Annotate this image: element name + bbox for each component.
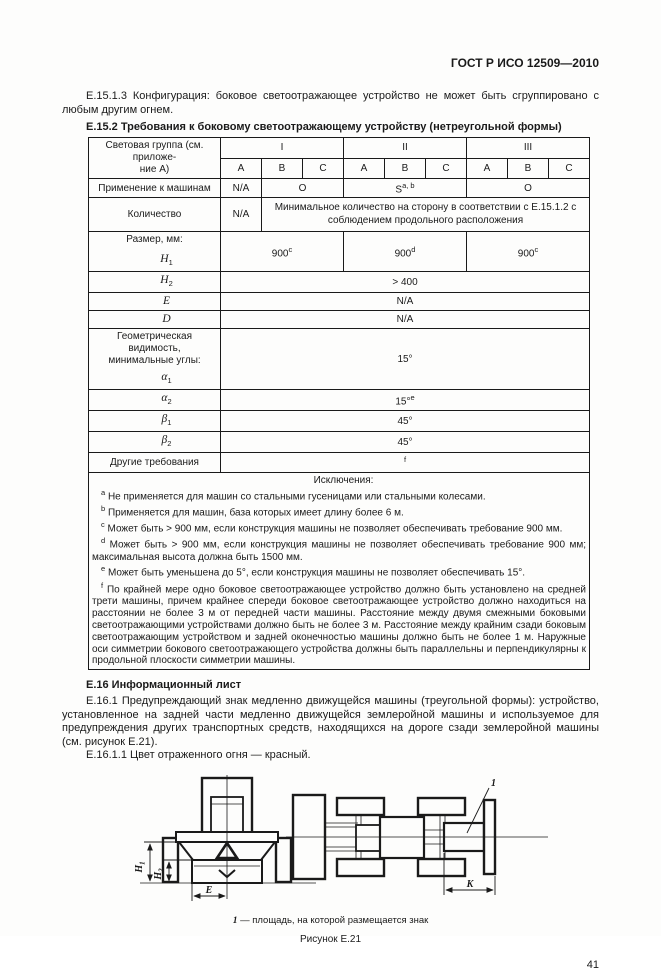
e-dimension-label: E [205, 884, 213, 896]
cell-alpha2-value: 15°$^e$ [221, 390, 590, 411]
row-label-quantity: Количество [89, 198, 221, 232]
footnote-a: $^a$ Не применяется для машин со стальными гусеницами или стальными колесами. [101, 487, 486, 502]
subcol-header: C [303, 158, 344, 179]
table-row-quantity [89, 198, 590, 232]
row-label-d [89, 311, 221, 329]
rear-right-wheel [418, 859, 465, 876]
param-d: D [162, 313, 171, 326]
heading-e15-2: Е.15.2 Требования к боковому светоотражающему устройству (нетреугольной формы) [86, 121, 562, 133]
subcol-header: C [426, 158, 467, 179]
heading-e16: Е.16 Информационный лист [86, 679, 242, 692]
exceptions-title: Исключения: [313, 474, 374, 486]
page-number: 41 [586, 958, 599, 971]
cell-h2-value: > 400 [221, 272, 590, 293]
row-label-other: Другие требования [89, 453, 221, 472]
row-label-alpha2 [89, 390, 221, 411]
table-row-visibility-a1 [89, 329, 590, 390]
document-title: ГОСТ Р ИСО 12509—2010 [450, 56, 599, 70]
table-row-visibility-b1 [89, 411, 590, 432]
footnotes-box [89, 472, 590, 670]
param-alpha2: $\alpha_2$ [161, 392, 172, 407]
cell-application-i-bc: O [262, 179, 344, 198]
subcol-header: A [344, 158, 385, 179]
main-body [380, 817, 424, 858]
group-header-2: II [344, 138, 467, 159]
paragraph-e16-1: Е.16.1 Предупреждающий знак медленно движущейся машины (треугольной формы): устройство, установленное на задней части медленно движущейся землеройной машины и используемое для предупреждения других транспортных средств, находящихся на дороге сзади землеройной машины (см. рисунок Е.21). [62, 695, 599, 748]
cell-d-value: N/A [221, 311, 590, 329]
subcol-header: B [385, 158, 426, 179]
subcol-header: A [467, 158, 508, 179]
subcol-header: C [549, 158, 590, 179]
cell-h1-group2: 900$^d$ [344, 232, 467, 272]
row-label-size: Размер, мм: $H_1$ [89, 232, 221, 272]
footnote-c: $^c$ Может быть > 900 мм, если конструкция машины не позволяет обеспечивать требование 900 мм. [101, 520, 563, 535]
articulation-joint [356, 825, 380, 851]
rear-right-wheel [276, 838, 291, 882]
cell-beta2-value: 45° [221, 432, 590, 453]
row-label-application: Применение к машинам [89, 179, 221, 198]
figure-legend: 1 — площадь, на которой размещается знак [232, 914, 429, 926]
param-h1: $H_1$ [160, 253, 173, 268]
param-alpha1: $\alpha_1$ [161, 371, 172, 386]
table-row-size-h2 [89, 272, 590, 293]
cell-alpha1-value: 15° [221, 329, 590, 390]
table-row-size-d [89, 311, 590, 329]
machine-rear-view [134, 775, 316, 901]
k-dimension-label: K [466, 878, 474, 890]
table-row-application [89, 179, 590, 198]
row-label-beta2 [89, 432, 221, 453]
front-right-wheel [337, 859, 384, 876]
cell-quantity-na: N/A [221, 198, 262, 232]
row-label-visibility: Геометрическая видимость, минимальные углы: $\alpha_1$ [89, 329, 221, 390]
cell-other-value [221, 453, 590, 472]
group-header-1: I [221, 138, 344, 159]
param-beta1: $\beta_1$ [161, 413, 172, 428]
param-e: E [162, 295, 171, 308]
subcol-header: A [221, 158, 262, 179]
table-row-visibility-a2 [89, 390, 590, 411]
footnote-ref: d [411, 244, 416, 254]
figure-caption: Рисунок Е.21 [299, 933, 362, 945]
footnote-ref: f [403, 455, 407, 465]
subcol-header: B [262, 158, 303, 179]
footnote-d: $^d$ Может быть > 900 мм, если конструкция машины не позволяет обеспечивать требование 900 мм; максимальная высота должна быть 1500 мм. [92, 536, 586, 563]
figure-e21 [70, 775, 599, 909]
subcol-header: B [508, 158, 549, 179]
row-label-h2 [89, 272, 221, 293]
footnote-f: $^f$ По крайней мере одно боковое светоотражающее устройство должно быть установлено на средней трети машины, причем крайнее спереди боковое светоотражающее устройство должно находиться на расстоянии не более 3 м от передней части машины. Расстояние между двумя смежными боковыми светоотражающими устройствами должно быть не более 3 м. Расстояние между крайним сзади боковым светоотражающим устройством и задней оконечностью машины должно быть не более 1 м. Наружные оси симметрии бокового светоотражающего устройства должны быть параллельны и перпендикулярны к продольной плоскости симметрии машины. [92, 580, 587, 667]
footnote-ref: e [410, 393, 415, 403]
row-label-beta1 [89, 411, 221, 432]
rear-left-wheel [418, 798, 465, 815]
group-header-3: III [467, 138, 590, 159]
cell-h1-group1: 900$^c$ [221, 232, 344, 272]
h1-dimension-label: $H_1$ [134, 861, 147, 873]
cell-e-value: N/A [221, 293, 590, 311]
table-row-visibility-b2 [89, 432, 590, 453]
row-label-e [89, 293, 221, 311]
cell-h1-group3: 900$^c$ [467, 232, 590, 272]
footnote-b: $^b$ Применяется для машин, база которых имеет длину более 6 м. [101, 503, 404, 519]
footnote-e: $^e$ Может быть уменьшена до 5°, если конструкция машины не позволяет обеспечивать 15°. [101, 564, 526, 579]
cell-application-iii: O [467, 179, 590, 198]
footnote-ref: c [534, 244, 539, 254]
table-row-size-h1 [89, 232, 590, 272]
cell-application-ii: S$^{a, b}$ [344, 179, 467, 198]
cell-quantity-text: Минимальное количество на сторону в соответствии с Е.15.1.2 с соблюдением продольного расположения [262, 198, 590, 232]
front-left-wheel [337, 798, 384, 815]
figure-e21-drawing [70, 775, 570, 909]
callout-label: 1 [491, 777, 496, 789]
table-row-footnotes [89, 472, 590, 670]
param-h2: $H_2$ [160, 274, 173, 289]
footnote-ref: a, b [402, 181, 415, 190]
cell-beta1-value: 45° [221, 411, 590, 432]
machine-top-view [286, 778, 548, 895]
paragraph-e15-1-3: Е.15.1.3 Конфигурация: боковое светоотражающее устройство не может быть сгруппировано с любым другим огнем. [62, 90, 599, 116]
footnote-ref: c [288, 244, 293, 254]
h2-dimension-label: $H_2$ [153, 868, 166, 880]
table-row [89, 138, 590, 159]
param-beta2: $\beta_2$ [161, 434, 172, 449]
col-header-light-group: Световая группа (см. приложе- ние А) [89, 138, 221, 179]
paragraph-e16-1-1: Е.16.1.1 Цвет отраженного огня — красный. [86, 749, 311, 762]
table-row-size-e [89, 293, 590, 311]
cell-application-i-a: N/A [221, 179, 262, 198]
side-reflector-requirements-table [88, 137, 590, 670]
table-row-other [89, 453, 590, 472]
